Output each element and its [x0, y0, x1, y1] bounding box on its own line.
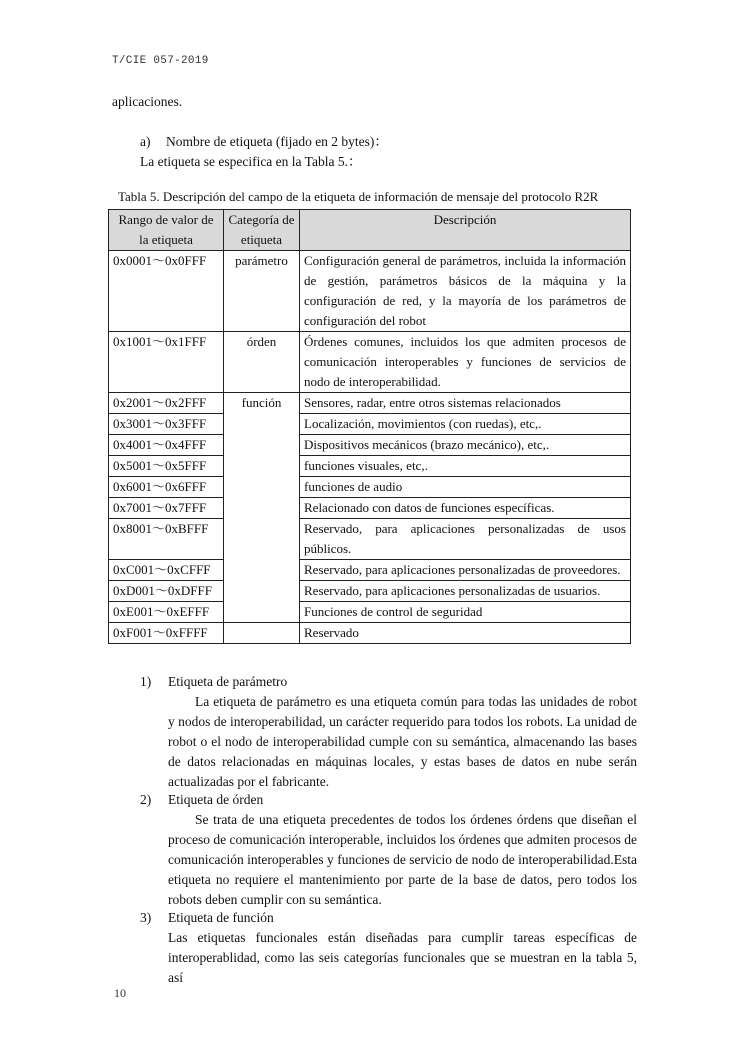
range-cell: 0x2001～0x2FFF [109, 393, 224, 414]
description-cell: Sensores, radar, entre otros sistemas relacionados [300, 393, 631, 414]
table-row [109, 456, 631, 477]
range-cell: 0x4001～0x4FFF [109, 435, 224, 456]
table-caption: Tabla 5. Descripción del campo de la etiqueta de información de mensaje del protocolo R2R [118, 189, 599, 204]
category-cell-orden: órden [224, 332, 300, 393]
description-cell: Reservado, para aplicaciones personalizadas de usuarios. [300, 581, 631, 602]
range-cell: 0x5001～0x5FFF [109, 456, 224, 477]
item-a-note: La etiqueta se especifica en la Tabla 5.： [140, 154, 362, 169]
description-cell: Reservado [300, 623, 631, 644]
section-3-body: Las etiquetas funcionales están diseñadas para cumplir tareas específicas de interoperablidad, como las seis categorías funcionales que se muestran en la tabla 5, así [168, 930, 637, 985]
section-2-marker: 2) [140, 792, 152, 807]
table-row [109, 414, 631, 435]
range-cell: 0x6001～0x6FFF [109, 477, 224, 498]
table-row [109, 602, 631, 623]
description-cell: Configuración general de parámetros, incluida la información de gestión, parámetros básicos de la máquina y la configuración de red, y la mayoría de los parámetros de configuración del robot [300, 251, 631, 332]
section-3-marker: 3) [140, 910, 152, 925]
table-row [109, 498, 631, 519]
description-cell: Relacionado con datos de funciones específicas. [300, 498, 631, 519]
range-cell: 0x0001～0x0FFF [109, 251, 224, 332]
table-row [109, 581, 631, 602]
continuation-text: aplicaciones. [112, 94, 183, 109]
section-1-title: Etiqueta de parámetro [168, 674, 288, 689]
description-cell: Funciones de control de seguridad [300, 602, 631, 623]
table-row [109, 435, 631, 456]
description-cell: Localización, movimientos (con ruedas), etc,. [300, 414, 631, 435]
section-2-title: Etiqueta de órden [168, 792, 264, 807]
header-category: Categoría de etiqueta [224, 210, 300, 251]
description-cell: funciones de audio [300, 477, 631, 498]
section-1-marker: 1) [140, 674, 152, 689]
table-row [109, 251, 631, 332]
range-cell: 0xF001～0xFFFF [109, 623, 224, 644]
table-row [109, 332, 631, 393]
range-cell: 0x7001～0x7FFF [109, 498, 224, 519]
range-cell: 0x3001～0x3FFF [109, 414, 224, 435]
section-3-title: Etiqueta de función [168, 910, 274, 925]
item-a-text: Nombre de etiqueta (fijado en 2 bytes)： [166, 134, 388, 149]
range-cell: 0xE001～0xEFFF [109, 602, 224, 623]
table-row [109, 623, 631, 644]
range-cell: 0x1001～0x1FFF [109, 332, 224, 393]
section-2-body: Se trata de una etiqueta precedentes de todos los órdenes órdens que diseñan el proceso de comunicación interoperable, incluidos los órdenes que admiten procesos de comunicación interoperables y funciones de servicio de nodo de interoperabilidad.Esta etiqueta no requiere el mantenimiento por parte de la base de datos, pero todos los robots deben cumplir con su semántica. [168, 812, 637, 907]
range-cell: 0x8001～0xBFFF [109, 519, 224, 560]
description-cell: Reservado, para aplicaciones personalizadas de usos públicos. [300, 519, 631, 560]
header-description: Descripción [300, 210, 631, 251]
range-cell: 0xC001～0xCFFF [109, 560, 224, 581]
description-cell: funciones visuales, etc,. [300, 456, 631, 477]
category-cell-empty [224, 623, 300, 644]
section-1-body: La etiqueta de parámetro es una etiqueta común para todas las unidades de robot y nodos de interoperabilidad, un carácter requerido para todos los robots. La unidad de robot o el nodo de interoperabilidad cumple con su semántica, almacenando las bases de datos relacionadas en máquinas locales, y estas bases de datos en nube serán actualizadas por el fabricante. [168, 694, 637, 789]
table-header-row [109, 210, 631, 251]
table-row [109, 519, 631, 560]
table-row [109, 477, 631, 498]
description-cell: Órdenes comunes, incluidos los que admiten procesos de comunicación interoperables y funciones de servicios de nodo de interoperabilidad. [300, 332, 631, 393]
document-code-header: T/CIE 057-2019 [112, 55, 209, 67]
category-cell-funcion: función [224, 393, 300, 623]
description-cell: Dispositivos mecánicos (brazo mecánico), etc,. [300, 435, 631, 456]
table-row [109, 560, 631, 581]
table-row [109, 393, 631, 414]
range-cell: 0xD001～0xDFFF [109, 581, 224, 602]
category-cell-parametro: parámetro [224, 251, 300, 332]
tag-field-table [108, 209, 631, 644]
item-a-marker: a) [140, 134, 151, 149]
page-number: 10 [114, 986, 126, 1000]
header-range: Rango de valor de la etiqueta [109, 210, 224, 251]
description-cell: Reservado, para aplicaciones personalizadas de proveedores. [300, 560, 631, 581]
